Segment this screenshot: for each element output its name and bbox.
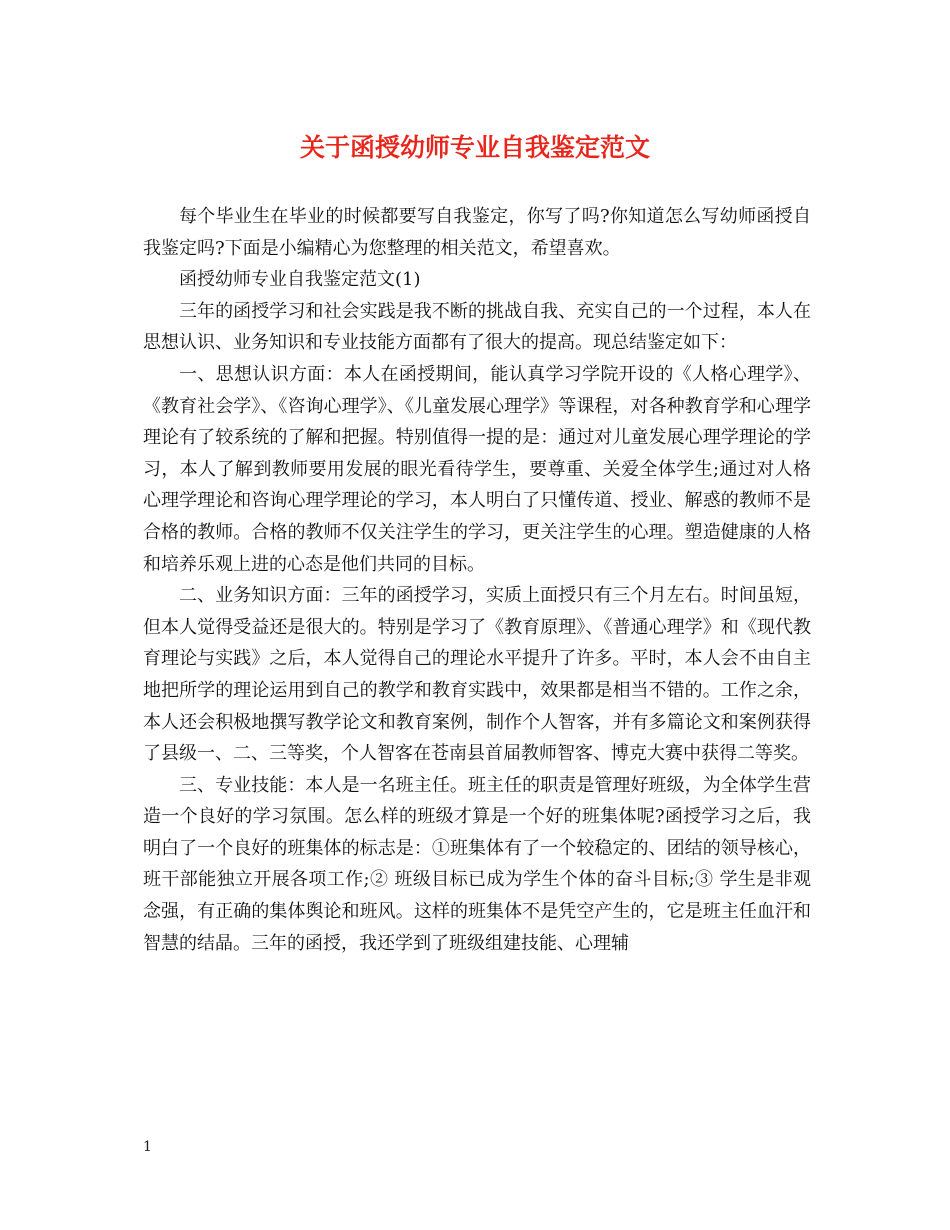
paragraph-heading: 函授幼师专业自我鉴定范文(1) <box>179 269 421 291</box>
paragraph-intro: 每个毕业生在毕业的时候都要写自我鉴定，你写了吗?你知道怎么写幼师函授自我鉴定吗?下面是小编精心为您整理的相关范文，希望喜欢。 <box>143 206 811 259</box>
page-number: 1 <box>143 1139 152 1155</box>
paragraph-overview: 三年的函授学习和社会实践是我不断的挑战自我、充实自己的一个过程，本人在思想认识、业务知识和专业技能方面都有了很大的提高。现总结鉴定如下： <box>143 300 811 354</box>
document-title: 关于函授幼师专业自我鉴定范文 <box>299 133 650 162</box>
document-body <box>143 201 811 959</box>
paragraph-skills: 三、专业技能：本人是一名班主任。班主任的职责是管理好班级，为全体学生营造一个良好的学习氛围。怎么样的班级才算是一个好的班集体呢?函授学习之后，我明白了一个良好的班集体的标志是：①班集体有了一个较稳定的、团结的领导核心，班干部能独立开展各项工作;② 班级目标已成为学生个体的奋斗目标;③ 学生是非观念强，有正确的集体舆论和班风。这样的班集体不是凭空产生的，它是班主任血汗和智慧的结晶。三年的函授，我还学到了班级组建技能、心理辅 <box>143 774 811 954</box>
paragraph-knowledge: 二、业务知识方面：三年的函授学习，实质上面授只有三个月左右。时间虽短，但本人觉得受益还是很大的。特别是学习了《教育原理》、《普通心理学》和《现代教育理论与实践》之后，本人觉得自己的理论水平提升了许多。平时，本人会不由自主地把所学的理论运用到自己的教学和教育实践中，效果都是相当不错的。工作之余，本人还会积极地撰写教学论文和教育案例，制作个人智客，并有多篇论文和案例获得了县级一、二、三等奖，个人智客在苍南县首届教师智客、博克大赛中获得二等奖。 <box>143 585 811 765</box>
paragraph-thinking: 一、思想认识方面：本人在函授期间，能认真学习学院开设的《人格心理学》、《教育社会学》、《咨询心理学》、《儿童发展心理学》等课程，对各种教育学和心理学理论有了较系统的了解和把握。特别值得一提的是：通过对儿童发展心理学理论的学习，本人了解到教师要用发展的眼光看待学生，要尊重、关爱全体学生;通过对人格心理学理论和咨询心理学理论的学习，本人明白了只懂传道、授业、解惑的教师不是合格的教师。合格的教师不仅关注学生的学习，更关注学生的心理。塑造健康的人格和培养乐观上进的心态是他们共同的目标。 <box>143 363 811 575</box>
